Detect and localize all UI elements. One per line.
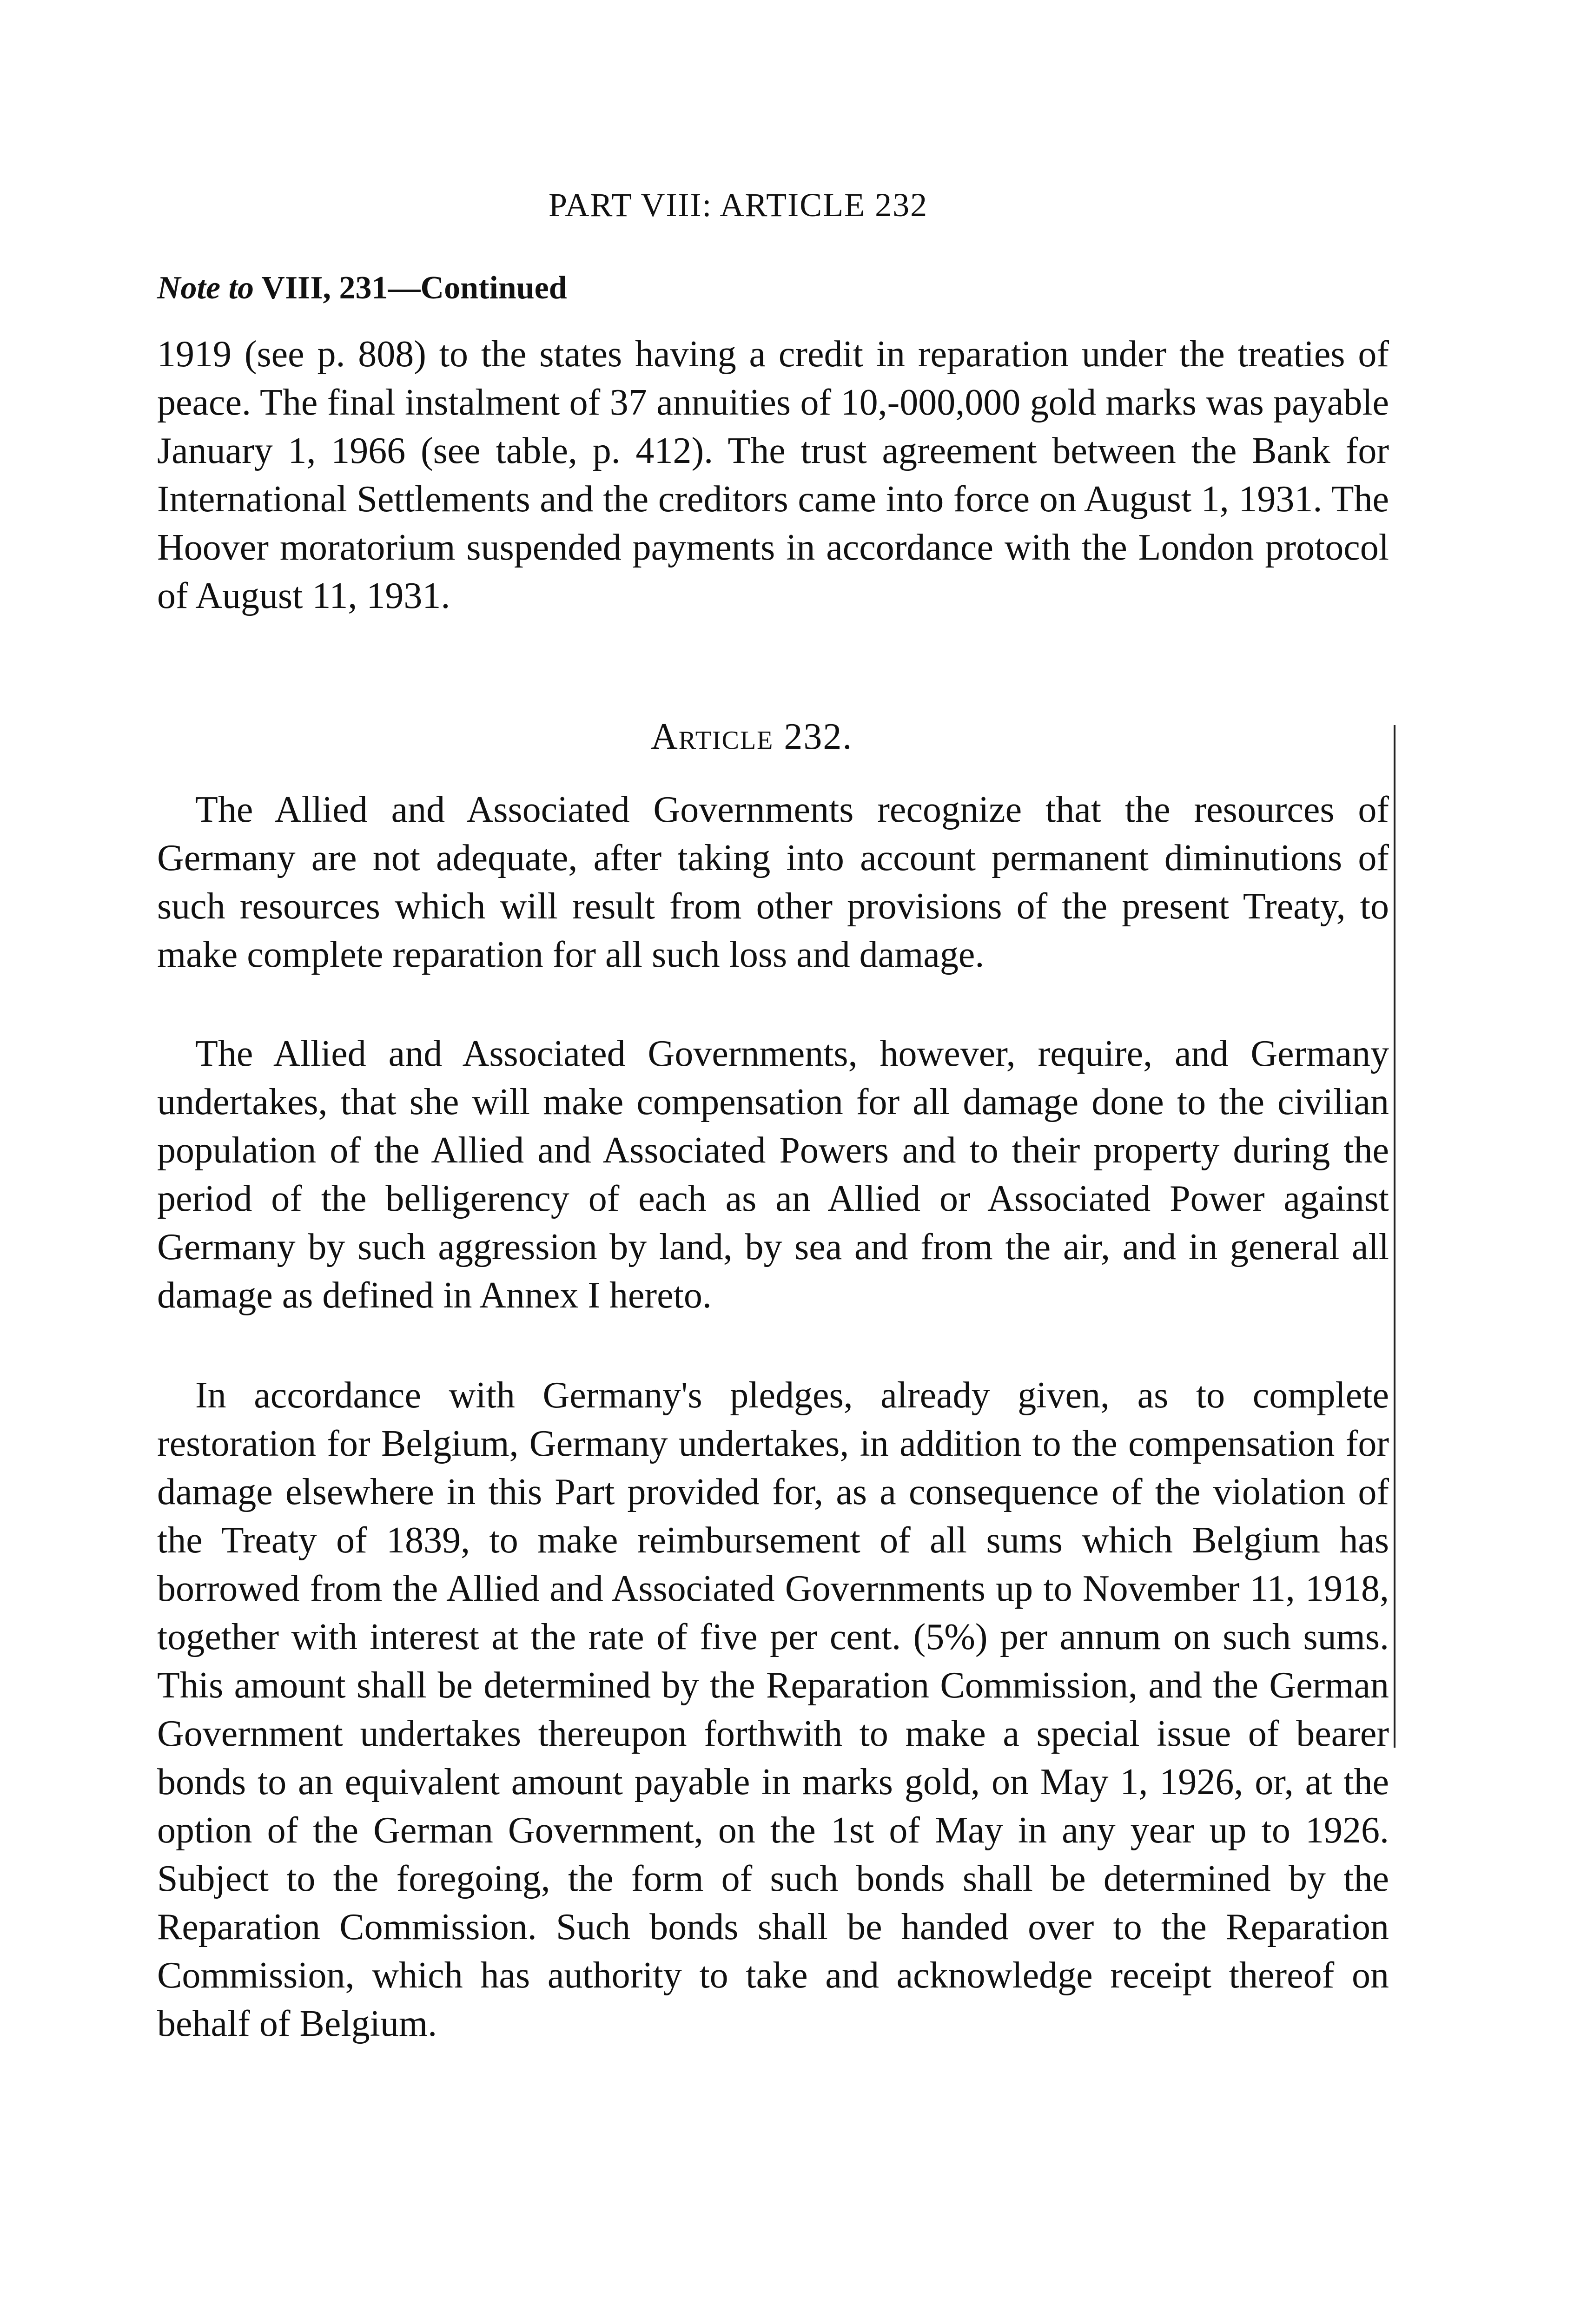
margin-rule bbox=[1394, 725, 1395, 1748]
article-paragraph-3: In accordance with Germany's pledges, already given, as to complete restoration for Belgium, Germany undertakes, in addition to the compensation for damage elsewhere in this Part provided for, as a consequence of the violation of the Treaty of 1839, to make reimbursement of all sums which Belgium has borrowed from the Allied and Associated Governments up to November 11, 1918, together with interest at the rate of five per cent. (5%) per annum on such sums. This amount shall be determined by the Reparation Commission, and the German Government undertakes thereupon forthwith to make a special issue of bearer bonds to an equivalent amount payable in marks gold, on May 1, 1926, or, at the option of the German Government, on the 1st of May in any year up to 1926. Subject to the foregoing, the form of such bonds shall be determined by the Reparation Commission. Such bonds shall be handed over to the Reparation Commission, which has authority to take and acknowledge receipt thereof on behalf of Belgium. bbox=[157, 1375, 1389, 2044]
note-heading bbox=[157, 270, 567, 307]
note-paragraph: 1919 (see p. 808) to the states having a credit in reparation under the treaties of peace. The final instalment of 37 annuities of 10,-000,000 gold marks was payable January 1, 1966 (see table, p. 412). The trust agreement between the Bank for International Settlements and the creditors came into force on August 1, 1931. The Hoover moratorium suspended payments in accordance with the London protocol of August 11, 1931. bbox=[157, 334, 1389, 616]
article-title: Article 232. bbox=[651, 716, 853, 757]
note-heading-italic: Note to bbox=[157, 270, 254, 306]
running-head: PART VIII: ARTICLE 232 bbox=[549, 186, 928, 224]
article-paragraph-1: The Allied and Associated Governments recognize that the resources of Germany are not adequate, after taking into account permanent diminutions of such resources which will result from other provisions of the present Treaty, to make complete reparation for all such loss and damage. bbox=[157, 789, 1389, 975]
note-heading-rest: VIII, 231—Continued bbox=[261, 270, 567, 306]
article-paragraph-2: The Allied and Associated Governments, however, require, and Germany undertakes, that she will make compensation for all damage done to the civilian population of the Allied and Associated Powers and to their property during the period of the belligerency of each as an Allied or Associated Power against Germany by such aggression by land, by sea and from the air, and in general all damage as defined in Annex I hereto. bbox=[157, 1033, 1389, 1316]
